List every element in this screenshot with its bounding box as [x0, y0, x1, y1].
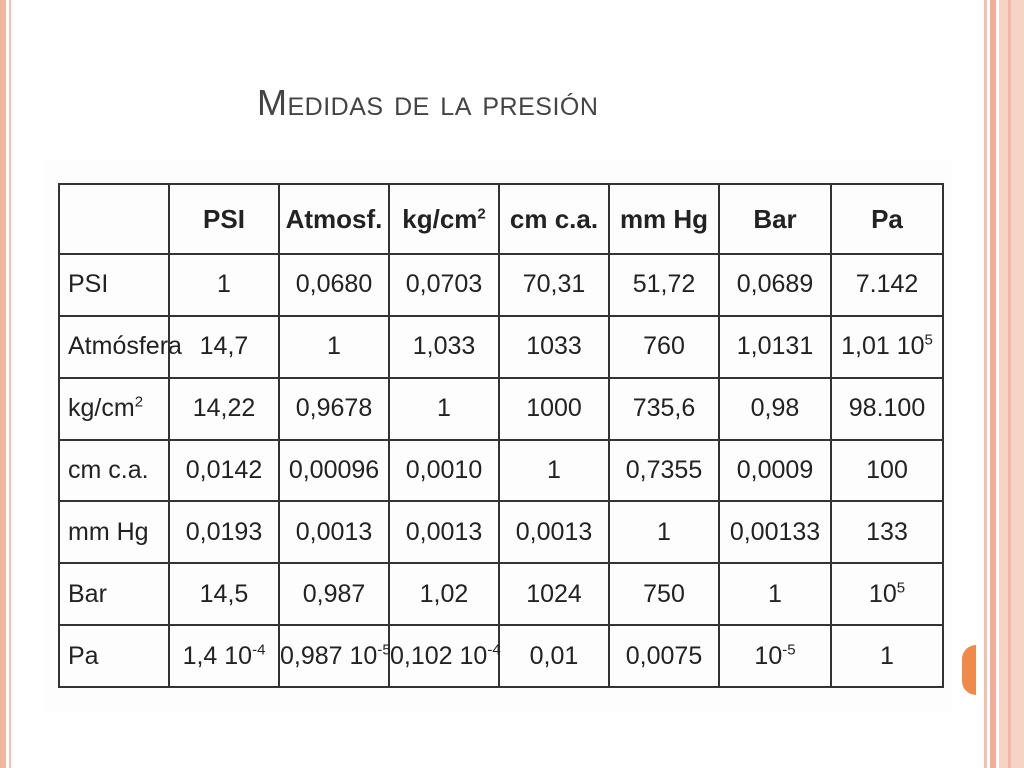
table-cell: 1,02 — [389, 563, 499, 625]
table-cell: $10^{-5}$ — [719, 625, 831, 687]
table-row — [59, 625, 943, 687]
header-cell-mm-hg: mm Hg — [609, 184, 719, 254]
pressure-conversion-table — [58, 183, 944, 688]
header-cell-bar: Bar — [719, 184, 831, 254]
table-row — [59, 501, 943, 563]
header-cell-kgcm2: $kg/cm^2$ — [389, 184, 499, 254]
table-cell: 0,00133 — [719, 501, 831, 563]
table-cell: 760 — [609, 316, 719, 378]
table-row — [59, 254, 943, 316]
header-cell-corner — [59, 184, 169, 254]
row-label: PSI — [59, 254, 169, 316]
right-border-stripe — [990, 0, 996, 768]
table-cell: 1,4 $10^{-4}$ — [169, 625, 279, 687]
table-cell: 100 — [831, 440, 943, 502]
table-cell: 1000 — [499, 378, 609, 440]
row-label: mm Hg — [59, 501, 169, 563]
table-cell: 0,0689 — [719, 254, 831, 316]
header-cell-pa: Pa — [831, 184, 943, 254]
table-cell: 0,0009 — [719, 440, 831, 502]
table-cell: 0,00096 — [279, 440, 389, 502]
table-cell: 1 — [279, 316, 389, 378]
table-cell: 14,5 — [169, 563, 279, 625]
table-cell: 0,9678 — [279, 378, 389, 440]
table-row — [59, 440, 943, 502]
table-cell: 7.142 — [831, 254, 943, 316]
header-cell-cm-ca: cm c.a. — [499, 184, 609, 254]
table-cell: $10^5$ — [831, 563, 943, 625]
table-cell: 0,98 — [719, 378, 831, 440]
table-cell: 1,01 $10^5$ — [831, 316, 943, 378]
table-cell: 14,22 — [169, 378, 279, 440]
header-cell-atmosf: Atmosf. — [279, 184, 389, 254]
left-border-stripe — [0, 0, 6, 768]
table-cell: 0,0013 — [279, 501, 389, 563]
row-label: Pa — [59, 625, 169, 687]
row-label: Bar — [59, 563, 169, 625]
table-cell: 51,72 — [609, 254, 719, 316]
table-cell: 70,31 — [499, 254, 609, 316]
table-cell: 0,0013 — [499, 501, 609, 563]
table-row — [59, 563, 943, 625]
table-cell: 1 — [719, 563, 831, 625]
right-border-line — [984, 0, 987, 768]
table-cell: 0,987 $10^{-5}$ — [279, 625, 389, 687]
table-cell: 98.100 — [831, 378, 943, 440]
right-border-band — [999, 0, 1024, 768]
slide-title: Medidas de la presión — [257, 82, 599, 123]
table-cell: 735,6 — [609, 378, 719, 440]
table-header-row — [59, 184, 943, 254]
table-cell: 1 — [499, 440, 609, 502]
table-cell: 0,01 — [499, 625, 609, 687]
table-cell: 1,0131 — [719, 316, 831, 378]
table-row — [59, 316, 943, 378]
table-cell: 0,0013 — [389, 501, 499, 563]
table-cell: 14,7 — [169, 316, 279, 378]
table-cell: 1 — [389, 378, 499, 440]
table-cell: 0,987 — [279, 563, 389, 625]
table-cell: 1,033 — [389, 316, 499, 378]
header-cell-psi: PSI — [169, 184, 279, 254]
table-cell: 0,0680 — [279, 254, 389, 316]
table-cell: 0,0703 — [389, 254, 499, 316]
table-cell: 1024 — [499, 563, 609, 625]
table-cell: 0,0010 — [389, 440, 499, 502]
row-label: cm c.a. — [59, 440, 169, 502]
table-row — [59, 378, 943, 440]
table-cell: 1 — [169, 254, 279, 316]
table-cell: 0,0142 — [169, 440, 279, 502]
row-label: $kg/cm^2$ — [59, 378, 169, 440]
slide-marker-tab — [962, 645, 976, 695]
row-label: Atmósfera — [59, 316, 169, 378]
table-cell: 0,102 $10^{-4}$ — [389, 625, 499, 687]
table-cell: 0,0075 — [609, 625, 719, 687]
left-border-line — [9, 0, 11, 768]
table-cell: 0,0193 — [169, 501, 279, 563]
right-border-inner-line — [1008, 0, 1011, 768]
table-cell: 750 — [609, 563, 719, 625]
table-cell: 0,7355 — [609, 440, 719, 502]
table-cell: 1 — [831, 625, 943, 687]
table-cell: 1033 — [499, 316, 609, 378]
table-cell: 133 — [831, 501, 943, 563]
table-cell: 1 — [609, 501, 719, 563]
